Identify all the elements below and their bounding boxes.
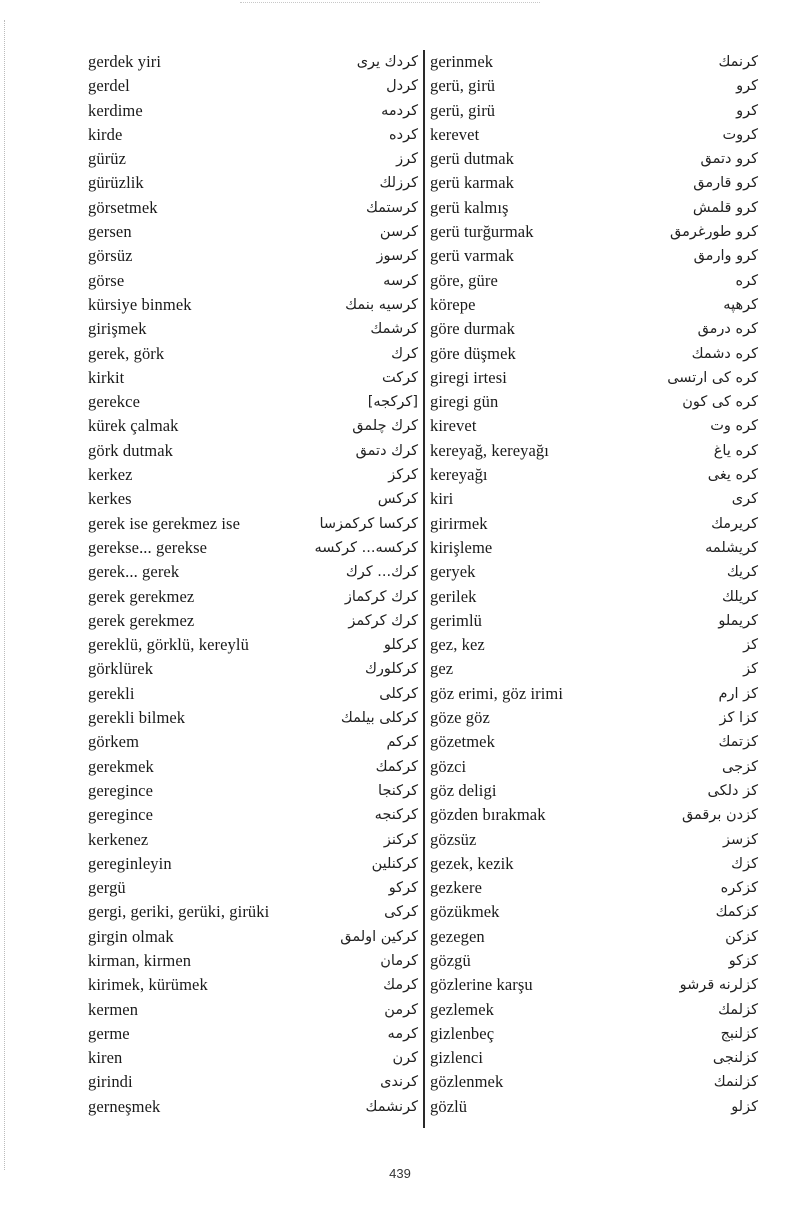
page-number: 439 [389,1166,411,1181]
entry-transliteration: gerekse... gerekse [88,537,208,557]
entry-transliteration: gürüz [88,149,127,169]
entry-transliteration: gözetmek [430,732,495,752]
dictionary-entry [430,1070,758,1094]
entry-arabic-script: كريك [726,564,758,581]
entry-arabic-script: كزلنمك [713,1074,758,1091]
entry-transliteration: gerü, girü [430,100,496,120]
dictionary-entry [88,925,418,949]
entry-transliteration: geregince [88,780,154,800]
entry-arabic-script: كركز [388,467,418,484]
entry-arabic-script: كرو قلمش [692,199,758,216]
dictionary-entry [430,463,758,487]
dictionary-entry [430,74,758,98]
entry-arabic-script: كرمان [380,952,418,969]
entry-transliteration: kürsiye binmek [88,294,192,314]
entry-arabic-script: كركسا كركمزسا [319,515,418,532]
entry-arabic-script: كزكن [725,928,758,945]
dictionary-entry [430,50,758,74]
dictionary-entry [88,730,418,754]
entry-arabic-script: كركى [384,904,418,921]
entry-transliteration: kirevet [430,416,477,436]
entry-arabic-script: كرمن [384,1001,418,1018]
entry-arabic-script: كزكو [728,952,758,969]
entry-arabic-script: كريشلمه [705,539,758,556]
entry-arabic-script: كز [743,637,758,654]
entry-transliteration: gerek... gerek [88,562,180,582]
dictionary-entry [88,99,418,123]
entry-arabic-script: كرو [736,102,758,119]
entry-arabic-script: كركو [388,880,418,897]
entry-transliteration: girindi [88,1072,133,1092]
entry-transliteration: gerekmek [88,756,154,776]
entry-transliteration: göz deligi [430,780,497,800]
dictionary-entry [88,949,418,973]
entry-arabic-script: كرك [391,345,418,362]
entry-transliteration: gözlerine karşu [430,975,533,995]
entry-transliteration: girgin olmak [88,926,174,946]
dictionary-entry [430,512,758,536]
entry-transliteration: gereginleyin [88,853,172,873]
entry-transliteration: gözlenmek [430,1072,504,1092]
entry-arabic-script: كره يغى [707,467,758,484]
dictionary-entry [430,99,758,123]
entry-transliteration: gerü, girü [430,76,496,96]
dictionary-entry [88,852,418,876]
dictionary-entry [430,171,758,195]
entry-transliteration: gerü dutmak [430,149,515,169]
entry-transliteration: gerekce [88,392,140,412]
scan-top-marks [240,2,540,5]
entry-transliteration: kürek çalmak [88,416,179,436]
entry-arabic-script: كركلو [383,637,418,654]
entry-transliteration: gözden bırakmak [430,805,546,825]
entry-transliteration: gerimlü [430,610,483,630]
dictionary-entry [88,973,418,997]
entry-arabic-script: كرك... كرك [345,564,418,581]
entry-arabic-script: كزتمك [718,734,758,751]
entry-transliteration: kirkit [88,367,125,387]
entry-transliteration: gözsüz [430,829,477,849]
entry-transliteration: kerkenez [88,829,149,849]
entry-transliteration: gezkere [430,878,482,898]
dictionary-entry [430,366,758,390]
entry-transliteration: kerdime [88,100,143,120]
dictionary-entry [88,317,418,341]
dictionary-entry [430,682,758,706]
entry-arabic-script: كركنجه [374,807,418,824]
dictionary-entry [88,682,418,706]
entry-transliteration: göre, güre [430,270,498,290]
entry-arabic-script: كركين اولمق [340,928,418,945]
entry-transliteration: görklürek [88,659,154,679]
entry-transliteration: girişmek [88,319,147,339]
entry-arabic-script: كركت [381,369,418,386]
entry-arabic-script: كردك يرى [356,54,418,70]
dictionary-entry [430,1022,758,1046]
entry-transliteration: gerdek yiri [88,52,162,71]
entry-transliteration: görsetmek [88,197,158,217]
entry-arabic-script: كريرمك [711,515,758,532]
entry-arabic-script: كره ياغ [713,442,758,459]
entry-arabic-script: كركلى [379,685,418,702]
dictionary-entry [430,439,758,463]
entry-transliteration: gerü varmak [430,246,515,266]
entry-transliteration: görse [88,270,125,290]
entry-arabic-script: كزلرنه قرشو [679,977,758,994]
entry-arabic-script: كره كى كون [682,394,758,411]
entry-arabic-script: كرسه [383,272,418,289]
dictionary-entry [88,439,418,463]
entry-arabic-script: كرو طورغرمق [670,224,758,241]
entry-transliteration: gez [430,659,454,679]
dictionary-entry [430,487,758,511]
dictionary-entry [430,123,758,147]
entry-arabic-script: كرز [396,151,418,168]
dictionary-entry [430,973,758,997]
dictionary-entry [430,998,758,1022]
entry-arabic-script: كركنجا [378,782,418,799]
dictionary-entry [88,171,418,195]
dictionary-entry [88,390,418,414]
dictionary-entry [430,779,758,803]
entry-arabic-script: كرك دتمق [355,442,418,459]
entry-transliteration: gersen [88,222,132,242]
dictionary-entry [88,585,418,609]
dictionary-entry [430,755,758,779]
entry-transliteration: kiren [88,1048,123,1068]
entry-transliteration: gözgü [430,950,471,970]
dictionary-entry [88,657,418,681]
entry-arabic-script: كزلنجى [712,1050,758,1067]
entry-arabic-script: كره درمق [697,321,758,338]
entry-transliteration: geryek [430,562,476,582]
dictionary-entry [88,706,418,730]
entry-transliteration: gerek, görk [88,343,165,363]
entry-transliteration: gerilek [430,586,477,606]
dictionary-entry [430,876,758,900]
entry-transliteration: gergi, geriki, gerüki, girüki [88,902,270,922]
dictionary-entry [430,925,758,949]
entry-arabic-script: كزسز [722,831,758,848]
entry-arabic-script: كريملو [718,612,758,629]
entry-arabic-script: كركسه... كركسه [314,539,418,556]
dictionary-entry [430,657,758,681]
dictionary-entry [430,730,758,754]
dictionary-entry [88,1046,418,1070]
entry-arabic-script: كريلك [722,588,758,605]
dictionary-entry [430,536,758,560]
dictionary-entry [88,196,418,220]
entry-transliteration: gerek gerekmez [88,610,195,630]
entry-arabic-script: كره دشمك [691,345,758,362]
entry-transliteration: kirde [88,124,123,144]
entry-arabic-script: كرسن [379,224,418,241]
dictionary-entry [430,803,758,827]
entry-arabic-script: كزدن برقمق [681,807,758,824]
dictionary-entry [88,900,418,924]
entry-arabic-script: كرو [736,78,758,95]
entry-transliteration: gerdel [88,76,130,96]
dictionary-entry [430,900,758,924]
entry-arabic-script: كرن [392,1050,418,1067]
dictionary-entry [88,50,418,74]
entry-transliteration: göz erimi, göz irimi [430,683,564,703]
entry-transliteration: görkem [88,732,140,752]
dictionary-entry [430,147,758,171]
entry-transliteration: kerevet [430,124,480,144]
entry-arabic-script: كزلو [731,1098,758,1115]
entry-arabic-script: كرمك [383,977,418,994]
dictionary-entry [430,1095,758,1119]
entry-transliteration: kirişleme [430,537,493,557]
dictionary-entry [430,317,758,341]
dictionary-entry [430,293,758,317]
entry-transliteration: gerü karmak [430,173,515,193]
column-divider [423,50,425,1128]
dictionary-entry [430,390,758,414]
entry-transliteration: kerkez [88,465,133,485]
entry-transliteration: görk dutmak [88,440,173,460]
dictionary-entry [430,560,758,584]
dictionary-entry [88,123,418,147]
entry-transliteration: geregince [88,805,154,825]
entry-arabic-script: كرك كركمز [348,612,418,629]
entry-transliteration: gözci [430,756,467,776]
entry-transliteration: gez, kez [430,635,485,655]
entry-arabic-script: كرك چلمق [352,418,418,435]
entry-arabic-script: كرى [731,491,758,508]
entry-arabic-script: كرده [389,126,418,143]
entry-arabic-script: كركلورك [364,661,418,678]
right-column [430,50,758,1119]
entry-transliteration: giregi irtesi [430,367,507,387]
entry-transliteration: göre durmak [430,319,515,339]
dictionary-entry [88,366,418,390]
dictionary-entry [430,852,758,876]
entry-transliteration: gizlenbeç [430,1023,495,1043]
entry-transliteration: gerinmek [430,52,494,71]
entry-arabic-script: كركنلين [371,855,418,872]
entry-transliteration: kerkes [88,489,132,509]
entry-arabic-script: كروت [722,126,758,143]
dictionary-entry [88,463,418,487]
entry-arabic-script: كردمه [381,102,418,119]
entry-transliteration: gözükmek [430,902,500,922]
entry-arabic-script: كردل [386,78,418,95]
dictionary-entry [88,803,418,827]
dictionary-entry [430,196,758,220]
entry-transliteration: göre düşmek [430,343,516,363]
dictionary-entry [430,609,758,633]
entry-arabic-script: كزك [731,855,758,872]
entry-arabic-script: كركنز [383,831,418,848]
entry-arabic-script: كره وت [710,418,758,435]
entry-transliteration: gezek, kezik [430,853,514,873]
dictionary-entry [88,609,418,633]
dictionary-entry [430,633,758,657]
entry-arabic-script: كركلى بيلمك [340,710,418,727]
entry-arabic-script: كرك كركماز [344,588,418,605]
entry-transliteration: kirman, kirmen [88,950,192,970]
dictionary-entry [88,342,418,366]
dictionary-entry [88,779,418,803]
dictionary-entry [430,1046,758,1070]
entry-transliteration: kermen [88,999,139,1019]
entry-transliteration: görsüz [88,246,133,266]
entry-transliteration: gereklü, görklü, kereylü [88,635,249,655]
entry-transliteration: gerneşmek [88,1096,161,1116]
entry-transliteration: germe [88,1023,130,1043]
scan-edge-marks [4,20,8,1170]
dictionary-entry [88,487,418,511]
entry-transliteration: gizlenci [430,1048,484,1068]
dictionary-entry [88,512,418,536]
entry-transliteration: gezegen [430,926,485,946]
entry-arabic-script: [كركجه] [367,394,418,411]
dictionary-entry [88,244,418,268]
dictionary-entry [430,414,758,438]
entry-transliteration: gerekli [88,683,135,703]
entry-transliteration: kereyağ, kereyağı [430,440,549,460]
dictionary-entry [88,633,418,657]
entry-arabic-script: كرندى [380,1074,418,1091]
dictionary-entry [430,828,758,852]
entry-arabic-script: كرنمك [718,54,758,70]
entry-transliteration: girirmek [430,513,488,533]
entry-transliteration: gerekli bilmek [88,708,186,728]
dictionary-entry [88,269,418,293]
dictionary-entry [88,876,418,900]
dictionary-entry [88,74,418,98]
entry-transliteration: kiri [430,489,454,509]
entry-arabic-script: كزجى [722,758,758,775]
dictionary-entry [88,1022,418,1046]
dictionary-entry [88,293,418,317]
dictionary-entry [88,536,418,560]
dictionary-entry [430,585,758,609]
dictionary-entry [88,1095,418,1119]
entry-arabic-script: كرسوز [376,248,418,265]
entry-arabic-script: كرو دتمق [700,151,758,168]
entry-arabic-script: كزكمك [715,904,758,921]
dictionary-entry [430,706,758,730]
dictionary-entry [430,269,758,293]
entry-arabic-script: كركس [377,491,418,508]
entry-transliteration: gerü turğurmak [430,222,534,242]
dictionary-entry [88,1070,418,1094]
entry-arabic-script: كزكره [720,880,758,897]
dictionary-entry [430,949,758,973]
entry-arabic-script: كرمه [387,1025,418,1042]
dictionary-entry [430,220,758,244]
entry-transliteration: kereyağı [430,465,488,485]
entry-transliteration: göze göz [430,708,490,728]
entry-arabic-script: كرستمك [365,199,418,216]
entry-arabic-script: كزا كز [719,710,758,727]
entry-arabic-script: كرهپه [723,296,758,313]
entry-arabic-script: كرزلك [379,175,418,192]
dictionary-entry [88,414,418,438]
entry-arabic-script: كزلنبج [720,1025,758,1042]
dictionary-entry [88,998,418,1022]
entry-arabic-script: كرشمك [370,321,418,338]
entry-transliteration: kirimek, kürümek [88,975,208,995]
dictionary-entry [430,244,758,268]
entry-arabic-script: كرو وارمق [693,248,758,265]
entry-arabic-script: كركمك [375,758,418,775]
dictionary-entry [88,828,418,852]
entry-transliteration: gözlü [430,1096,468,1116]
dictionary-entry [88,560,418,584]
entry-transliteration: gezlemek [430,999,495,1019]
entry-transliteration: körepe [430,294,476,314]
entry-arabic-script: كره كى ارتسى [667,369,758,386]
entry-arabic-script: كره [735,272,758,289]
entry-arabic-script: كرو قارمق [693,175,758,192]
entry-transliteration: gürüzlik [88,173,144,193]
entry-transliteration: gerek ise gerekmez ise [88,513,240,533]
entry-arabic-script: كز دلكى [707,782,758,799]
entry-arabic-script: كزلمك [718,1001,758,1018]
entry-transliteration: gerek gerekmez [88,586,195,606]
dictionary-entry [88,147,418,171]
entry-transliteration: gergü [88,878,126,898]
dictionary-entry [430,342,758,366]
left-column [88,50,418,1119]
dictionary-entry [88,220,418,244]
entry-arabic-script: كرنشمك [365,1098,418,1115]
entry-transliteration: gerü kalmış [430,197,509,217]
entry-arabic-script: كز ارم [718,685,758,702]
entry-arabic-script: كركم [386,734,418,751]
entry-transliteration: giregi gün [430,392,499,412]
entry-arabic-script: كرسيه بنمك [345,296,418,313]
entry-arabic-script: كز [743,661,758,678]
dictionary-entry [88,755,418,779]
